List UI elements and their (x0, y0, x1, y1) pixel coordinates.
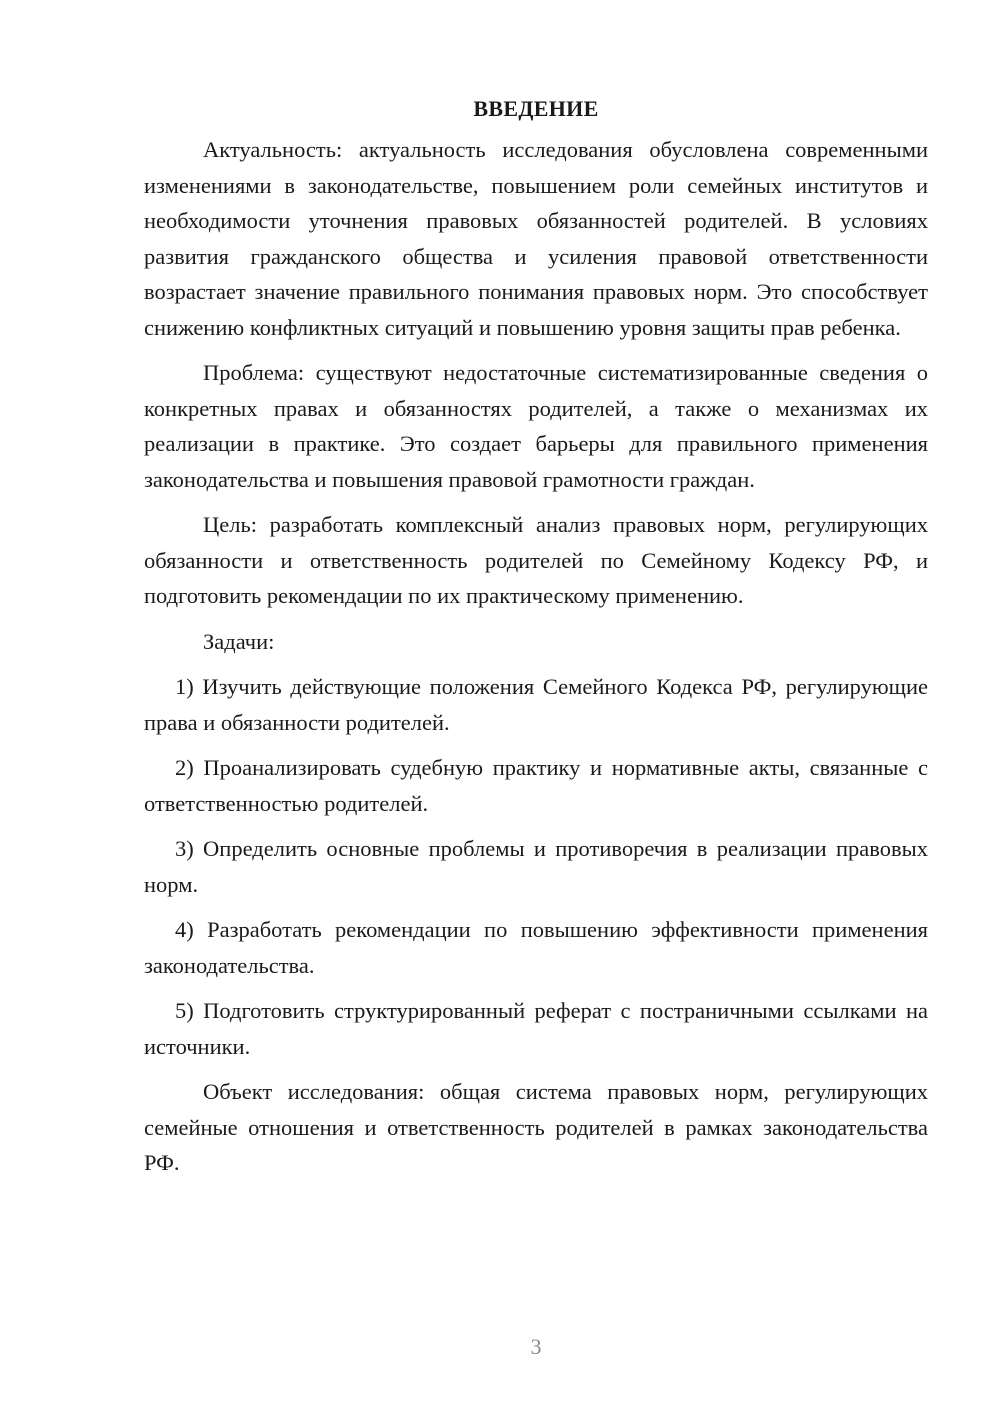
object-paragraph: Объект исследования: общая система правовых норм, регулирующих семейные отношения и ответственность родителей в рамках законодательства РФ. (144, 1079, 928, 1175)
task-item: 1) Изучить действующие положения Семейного Кодекса РФ, регулирующие права и обязанности родителей. (144, 674, 928, 735)
tasks-heading: Задачи: (203, 628, 275, 654)
task-item: 3) Определить основные проблемы и противоречия в реализации правовых норм. (144, 836, 928, 897)
task-item: 2) Проанализировать судебную практику и нормативные акты, связанные с ответственностью родителей. (144, 755, 928, 816)
problem-paragraph: Проблема: существуют недостаточные систематизированные сведения о конкретных правах и обязанностях родителей, а также о механизмах их реализации в практике. Это создает барьеры для правильного применения законодательства и повышения правовой грамотности граждан. (144, 360, 928, 492)
relevance-paragraph: Актуальность: актуальность исследования обусловлена современными изменениями в законодательстве, повышением роли семейных институтов и необходимости уточнения правовых обязанностей родителей. В условиях развития гражданского общества и усиления правовой ответственности возрастает значение правильного понимания правовых норм. Это способствует снижению конфликтных ситуаций и повышению уровня защиты прав ребенка. (144, 137, 928, 340)
section-title: ВВЕДЕНИЕ (473, 96, 599, 121)
task-item: 4) Разработать рекомендации по повышению эффективности применения законодательства. (144, 917, 928, 978)
page-number: 3 (530, 1334, 542, 1359)
task-item: 5) Подготовить структурированный реферат с постраничными ссылками на источники. (144, 998, 928, 1059)
document-page (144, 94, 928, 1191)
goal-paragraph: Цель: разработать комплексный анализ правовых норм, регулирующих обязанности и ответственность родителей по Семейному Кодексу РФ, и подготовить рекомендации по их практическому применению. (144, 512, 928, 608)
